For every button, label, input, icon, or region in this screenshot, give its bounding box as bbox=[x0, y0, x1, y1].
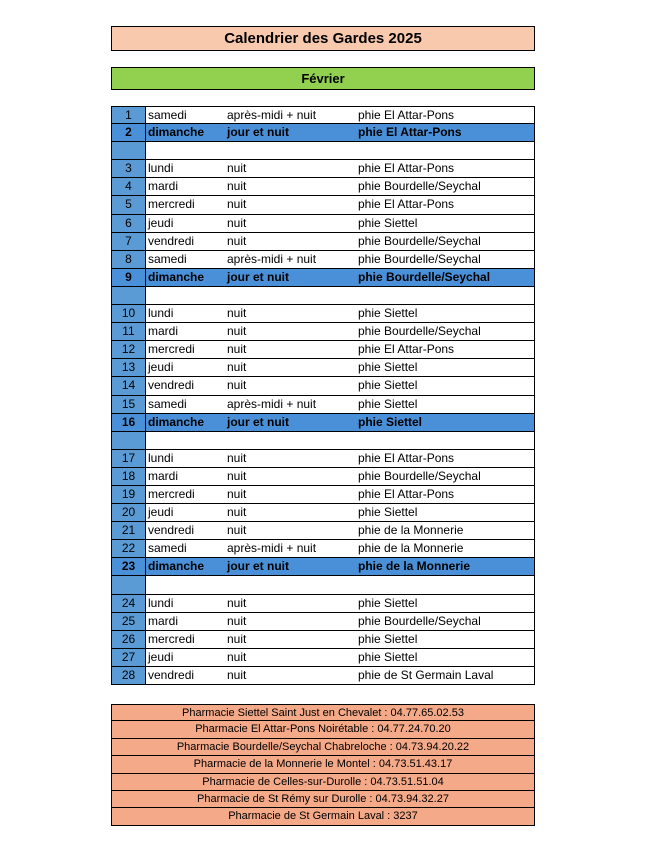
pharmacy-cell: phie El Attar-Pons bbox=[358, 450, 455, 465]
weekday-cell: vendredi bbox=[148, 523, 195, 538]
schedule-table bbox=[111, 106, 535, 685]
table-row bbox=[111, 233, 535, 251]
table-row bbox=[111, 468, 535, 486]
pharmacy-cell: phie Bourdelle/Seychal bbox=[358, 324, 481, 339]
pharmacy-contact-row: Pharmacie Siettel Saint Just en Chevalet : 04.77.65.02.53 bbox=[111, 704, 535, 721]
pharmacy-cell: phie Siettel bbox=[358, 505, 418, 520]
pharmacy-contact-row: Pharmacie de la Monnerie le Montel : 04.73.51.43.17 bbox=[111, 756, 535, 773]
day-number-cell: 15 bbox=[112, 396, 146, 413]
day-number-cell: 1 bbox=[112, 107, 146, 123]
pharmacy-cell: phie de la Monnerie bbox=[358, 523, 464, 538]
shift-cell: après-midi + nuit bbox=[227, 108, 317, 122]
weekday-cell: jeudi bbox=[148, 215, 174, 230]
day-number-cell: 18 bbox=[112, 468, 146, 485]
pharmacy-cell: phie Bourdelle/Seychal bbox=[358, 468, 481, 483]
shift-cell: jour et nuit bbox=[227, 269, 289, 284]
day-number-cell bbox=[112, 576, 146, 593]
table-row bbox=[111, 631, 535, 649]
pharmacy-cell: phie Siettel bbox=[358, 631, 418, 646]
day-number-cell: 5 bbox=[112, 196, 146, 213]
pharmacy-contact-row: Pharmacie de Celles-sur-Durolle : 04.73.51.51.04 bbox=[111, 774, 535, 791]
weekday-cell: samedi bbox=[148, 541, 187, 556]
weekday-cell: dimanche bbox=[148, 559, 205, 574]
weekday-cell: vendredi bbox=[148, 667, 195, 682]
day-number-cell: 17 bbox=[112, 450, 146, 467]
weekday-cell: samedi bbox=[148, 108, 187, 122]
table-row bbox=[111, 124, 535, 142]
shift-cell: après-midi + nuit bbox=[227, 541, 317, 556]
pharmacy-contact-row: Pharmacie El Attar-Pons Noirétable : 04.77.24.70.20 bbox=[111, 721, 535, 738]
day-number-cell: 22 bbox=[112, 540, 146, 557]
table-row bbox=[111, 414, 535, 432]
day-number-cell: 12 bbox=[112, 341, 146, 358]
shift-cell: nuit bbox=[227, 667, 247, 682]
shift-cell: nuit bbox=[227, 360, 247, 375]
table-row bbox=[111, 359, 535, 377]
shift-cell: jour et nuit bbox=[227, 414, 289, 429]
shift-cell: nuit bbox=[227, 179, 247, 194]
shift-cell: nuit bbox=[227, 631, 247, 646]
weekday-cell: mardi bbox=[148, 179, 179, 194]
shift-cell: nuit bbox=[227, 342, 247, 357]
weekday-cell: lundi bbox=[148, 161, 174, 176]
pharmacy-cell: phie El Attar-Pons bbox=[358, 197, 455, 212]
table-row bbox=[111, 504, 535, 522]
pharmacy-cell: phie El Attar-Pons bbox=[358, 108, 455, 122]
day-number-cell: 14 bbox=[112, 377, 146, 394]
shift-cell: nuit bbox=[227, 233, 247, 248]
day-number-cell: 26 bbox=[112, 631, 146, 648]
shift-cell: nuit bbox=[227, 523, 247, 538]
weekday-cell: mardi bbox=[148, 468, 179, 483]
table-row bbox=[111, 595, 535, 613]
weekday-cell: dimanche bbox=[148, 414, 205, 429]
weekday-cell: lundi bbox=[148, 306, 174, 321]
shift-cell: jour et nuit bbox=[227, 125, 289, 140]
table-row bbox=[111, 341, 535, 359]
table-row bbox=[111, 269, 535, 287]
day-number-cell: 13 bbox=[112, 359, 146, 376]
table-row bbox=[111, 613, 535, 631]
pharmacy-cell: phie El Attar-Pons bbox=[358, 125, 462, 140]
day-number-cell: 16 bbox=[112, 414, 146, 431]
shift-cell: nuit bbox=[227, 197, 247, 212]
weekday-cell: mardi bbox=[148, 324, 179, 339]
pharmacy-contact-row: Pharmacie Bourdelle/Seychal Chabreloche : 04.73.94.20.22 bbox=[111, 739, 535, 756]
day-number-cell: 24 bbox=[112, 595, 146, 612]
pharmacy-cell: phie El Attar-Pons bbox=[358, 161, 455, 176]
table-row bbox=[111, 396, 535, 414]
weekday-cell: samedi bbox=[148, 251, 187, 266]
day-number-cell: 21 bbox=[112, 522, 146, 539]
shift-cell: nuit bbox=[227, 613, 247, 628]
weekday-cell: vendredi bbox=[148, 378, 195, 393]
day-number-cell: 3 bbox=[112, 160, 146, 177]
week-separator-row bbox=[111, 576, 535, 594]
table-row bbox=[111, 540, 535, 558]
table-row bbox=[111, 251, 535, 269]
day-number-cell: 10 bbox=[112, 305, 146, 322]
shift-cell: nuit bbox=[227, 306, 247, 321]
day-number-cell: 27 bbox=[112, 649, 146, 666]
pharmacy-cell: phie El Attar-Pons bbox=[358, 342, 455, 357]
table-row bbox=[111, 323, 535, 341]
table-row bbox=[111, 106, 535, 124]
pharmacy-cell: phie Siettel bbox=[358, 649, 418, 664]
weekday-cell: mercredi bbox=[148, 342, 195, 357]
weekday-cell: lundi bbox=[148, 450, 174, 465]
pharmacy-contact-row: Pharmacie de St Rémy sur Durolle : 04.73.94.32.27 bbox=[111, 791, 535, 808]
day-number-cell bbox=[112, 432, 146, 449]
weekday-cell: jeudi bbox=[148, 649, 174, 664]
pharmacy-cell: phie de la Monnerie bbox=[358, 559, 471, 574]
shift-cell: nuit bbox=[227, 468, 247, 483]
weekday-cell: mercredi bbox=[148, 197, 195, 212]
day-number-cell: 11 bbox=[112, 323, 146, 340]
shift-cell: nuit bbox=[227, 161, 247, 176]
pharmacy-cell: phie Bourdelle/Seychal bbox=[358, 179, 481, 194]
day-number-cell: 2 bbox=[112, 124, 146, 141]
day-number-cell: 9 bbox=[112, 269, 146, 286]
pharmacy-cell: phie El Attar-Pons bbox=[358, 486, 455, 501]
table-row bbox=[111, 667, 535, 685]
weekday-cell: lundi bbox=[148, 595, 174, 610]
pharmacy-cell: phie Siettel bbox=[358, 396, 418, 411]
shift-cell: nuit bbox=[227, 324, 247, 339]
table-row bbox=[111, 558, 535, 576]
table-row bbox=[111, 450, 535, 468]
weekday-cell: samedi bbox=[148, 396, 187, 411]
weekday-cell: mercredi bbox=[148, 631, 195, 646]
shift-cell: nuit bbox=[227, 450, 247, 465]
weekday-cell: vendredi bbox=[148, 233, 195, 248]
pharmacy-cell: phie Siettel bbox=[358, 414, 423, 429]
shift-cell: nuit bbox=[227, 215, 247, 230]
day-number-cell: 6 bbox=[112, 215, 146, 232]
calendar-title: Calendrier des Gardes 2025 bbox=[111, 26, 535, 51]
weekday-cell: jeudi bbox=[148, 505, 174, 520]
pharmacy-cell: phie Siettel bbox=[358, 215, 418, 230]
table-row bbox=[111, 377, 535, 395]
table-row bbox=[111, 160, 535, 178]
day-number-cell: 25 bbox=[112, 613, 146, 630]
table-row bbox=[111, 178, 535, 196]
day-number-cell: 19 bbox=[112, 486, 146, 503]
week-separator-row bbox=[111, 287, 535, 305]
month-title: Février bbox=[111, 67, 535, 90]
pharmacy-cell: phie de St Germain Laval bbox=[358, 667, 494, 682]
pharmacy-cell: phie Siettel bbox=[358, 306, 418, 321]
pharmacy-contacts bbox=[111, 704, 535, 826]
shift-cell: jour et nuit bbox=[227, 559, 289, 574]
weekday-cell: mercredi bbox=[148, 486, 195, 501]
shift-cell: nuit bbox=[227, 505, 247, 520]
day-number-cell: 20 bbox=[112, 504, 146, 521]
weekday-cell: dimanche bbox=[148, 269, 205, 284]
weekday-cell: jeudi bbox=[148, 360, 174, 375]
pharmacy-cell: phie Bourdelle/Seychal bbox=[358, 613, 481, 628]
table-row bbox=[111, 215, 535, 233]
shift-cell: après-midi + nuit bbox=[227, 396, 317, 411]
day-number-cell: 28 bbox=[112, 667, 146, 684]
shift-cell: après-midi + nuit bbox=[227, 251, 317, 266]
day-number-cell: 7 bbox=[112, 233, 146, 250]
day-number-cell: 23 bbox=[112, 558, 146, 575]
table-row bbox=[111, 486, 535, 504]
pharmacy-cell: phie Siettel bbox=[358, 378, 418, 393]
weekday-cell: mardi bbox=[148, 613, 179, 628]
table-row bbox=[111, 196, 535, 214]
pharmacy-cell: phie Siettel bbox=[358, 595, 418, 610]
table-row bbox=[111, 522, 535, 540]
shift-cell: nuit bbox=[227, 486, 247, 501]
shift-cell: nuit bbox=[227, 649, 247, 664]
pharmacy-cell: phie Bourdelle/Seychal bbox=[358, 269, 491, 284]
week-separator-row bbox=[111, 142, 535, 160]
day-number-cell: 8 bbox=[112, 251, 146, 268]
day-number-cell: 4 bbox=[112, 178, 146, 195]
table-row bbox=[111, 649, 535, 667]
pharmacy-cell: phie Bourdelle/Seychal bbox=[358, 233, 481, 248]
pharmacy-cell: phie de la Monnerie bbox=[358, 541, 464, 556]
pharmacy-cell: phie Bourdelle/Seychal bbox=[358, 251, 481, 266]
weekday-cell: dimanche bbox=[148, 125, 205, 140]
shift-cell: nuit bbox=[227, 595, 247, 610]
week-separator-row bbox=[111, 432, 535, 450]
day-number-cell bbox=[112, 142, 146, 159]
day-number-cell bbox=[112, 287, 146, 304]
shift-cell: nuit bbox=[227, 378, 247, 393]
pharmacy-contact-row: Pharmacie de St Germain Laval : 3237 bbox=[111, 808, 535, 825]
pharmacy-cell: phie Siettel bbox=[358, 360, 418, 375]
table-row bbox=[111, 305, 535, 323]
